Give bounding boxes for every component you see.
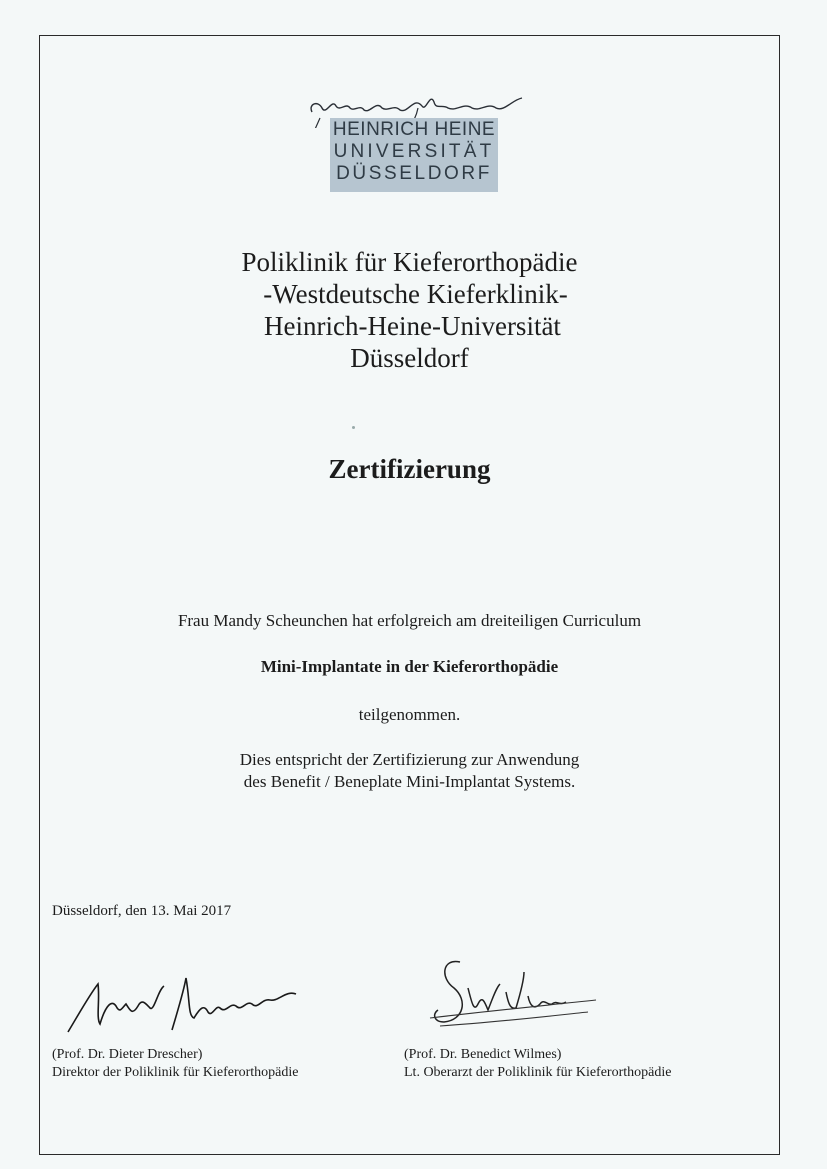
clinic-line-2: -Westdeutsche Kieferklinik- xyxy=(263,279,568,309)
signatory-left xyxy=(52,1046,298,1082)
signature-wilmes xyxy=(420,948,620,1048)
course-name: Mini-Implantate in der Kieferorthopädie xyxy=(260,657,559,676)
signatory-right-name: (Prof. Dr. Benedict Wilmes) xyxy=(404,1047,562,1062)
intro-text: Frau Mandy Scheunchen hat erfolgreich am dreiteiligen Curriculum xyxy=(177,611,642,630)
clinic-line-3: Heinrich-Heine-Universität xyxy=(264,311,561,341)
logo-line-3: DÜSSELDORF xyxy=(336,163,492,184)
signatory-left-role: Direktor der Poliklinik für Kieferorthopädie xyxy=(52,1065,299,1080)
signatory-left-name: (Prof. Dr. Dieter Drescher) xyxy=(52,1047,203,1062)
statement-line-2: des Benefit / Beneplate Mini-Implantat Systems. xyxy=(243,772,576,791)
signatory-right xyxy=(404,1046,671,1082)
certificate-title: Zertifizierung xyxy=(328,454,491,484)
clinic-line-1: Poliklinik für Kieferorthopädie xyxy=(241,247,578,277)
logo-line-2: UNIVERSITÄT xyxy=(333,141,495,162)
participated-text: teilgenommen. xyxy=(358,705,461,724)
university-logo xyxy=(300,78,530,196)
signatory-right-role: Lt. Oberarzt der Poliklinik für Kieferorthopädie xyxy=(404,1065,672,1080)
date-line: Düsseldorf, den 13. Mai 2017 xyxy=(52,903,232,919)
clinic-heading xyxy=(39,246,780,374)
signature-drescher xyxy=(60,960,320,1040)
clinic-line-4: Düsseldorf xyxy=(350,343,469,373)
paper-speck xyxy=(352,426,355,429)
statement-line-1: Dies entspricht der Zertifizierung zur Anwendung xyxy=(239,750,580,769)
logo-line-1: HEINRICH HEINE xyxy=(332,119,496,140)
